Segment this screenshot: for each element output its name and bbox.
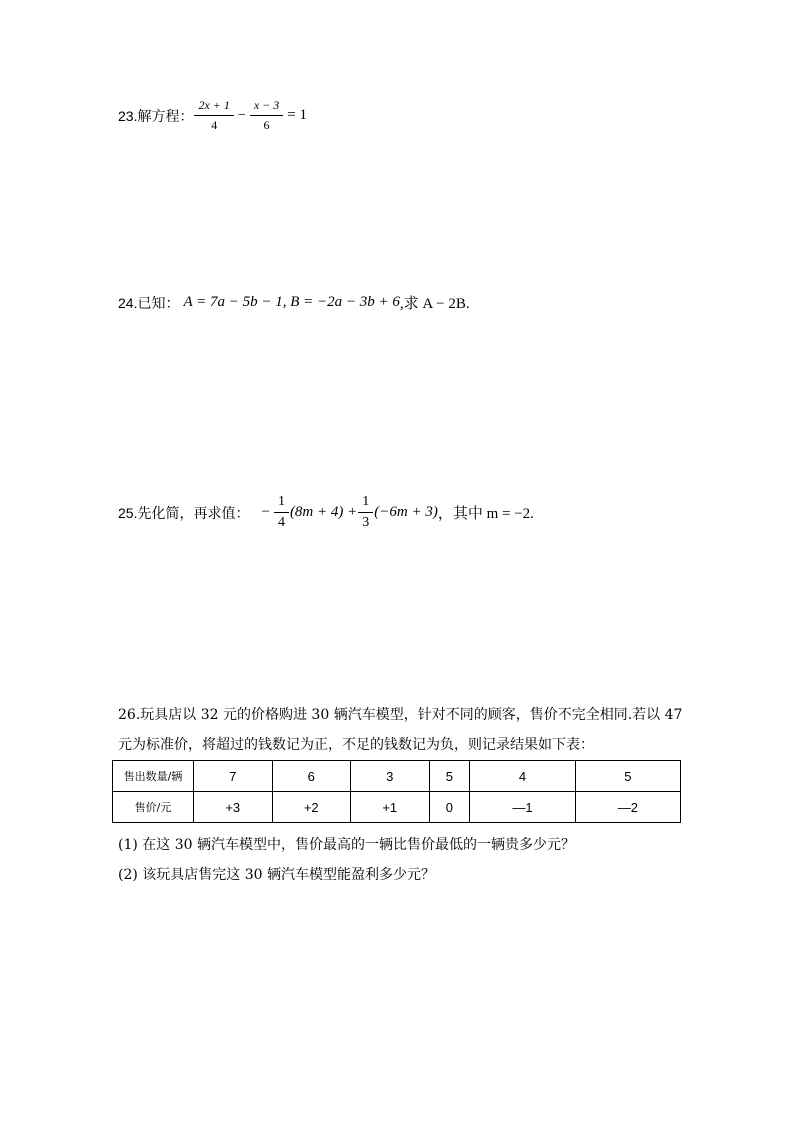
q25-frac2-denominator: 3: [358, 512, 373, 531]
q25-fraction-1: [276, 494, 287, 531]
q23-frac2-numerator: x − 3: [253, 98, 280, 112]
table-cell: 7: [194, 761, 273, 792]
q23-fraction-2: [252, 98, 281, 133]
q24-expression: A = 7a − 5b − 1, B = −2a − 3b + 6: [183, 294, 400, 310]
q26-subquestion-2: (2) 该玩具店售完这 30 辆汽车模型能盈利多少元？: [118, 867, 435, 883]
table-cell: 3: [351, 761, 430, 792]
q23-fraction-1: [196, 98, 231, 133]
row-header-price: 售价/元: [113, 792, 194, 823]
sales-record-table: [112, 760, 681, 823]
q23-frac1-denominator: 4: [194, 115, 233, 133]
q23-frac2-denominator: 6: [250, 115, 283, 133]
q24-tail: ,求 A − 2B.: [399, 296, 470, 312]
q23-label: 23.解方程：: [118, 107, 194, 124]
q25-frac2-numerator: 1: [362, 494, 370, 509]
table-cell: 5: [429, 761, 470, 792]
table-cell: 6: [272, 761, 351, 792]
q26-line-2: 元为标准价，将超过的钱数记为正，不足的钱数记为负，则记录结果如下表：: [118, 737, 594, 753]
q23-minus: −: [237, 107, 246, 123]
table-cell: 0: [429, 792, 470, 823]
table-cell: 5: [575, 761, 680, 792]
question-23: [118, 98, 310, 133]
question-25: [118, 494, 534, 531]
table-cell: +1: [351, 792, 430, 823]
q25-lead-minus: −: [261, 504, 270, 520]
q25-label: 25.先化简，再求值：: [118, 504, 250, 521]
q25-fraction-2: [360, 494, 371, 531]
row-header-quantity: 售出数量/辆: [113, 761, 194, 792]
q25-tail: ，其中 m = −2.: [437, 506, 534, 522]
table-row: [113, 792, 681, 823]
q25-frac1-denominator: 4: [274, 512, 289, 531]
q26-line-1: 26.玩具店以 32 元的价格购进 30 辆汽车模型，针对不同的顾客，售价不完全相同.若以 47: [118, 707, 683, 723]
q24-label: 24.已知：: [118, 294, 180, 311]
q26-subquestion-1: (1) 在这 30 辆汽车模型中，售价最高的一辆比售价最低的一辆贵多少元？: [118, 837, 575, 853]
q25-frac1-numerator: 1: [277, 494, 285, 509]
table-cell: 4: [470, 761, 575, 792]
table-cell: +2: [272, 792, 351, 823]
q25-part-2: (−6m + 3): [374, 504, 438, 520]
table-cell: —1: [470, 792, 575, 823]
q23-rhs: = 1: [287, 107, 307, 123]
question-24: [118, 292, 470, 313]
table-row: [113, 761, 681, 792]
table-cell: +3: [194, 792, 273, 823]
table-cell: —2: [575, 792, 680, 823]
q25-part-1: (8m + 4) +: [289, 504, 358, 520]
q23-frac1-numerator: 2x + 1: [198, 98, 230, 112]
